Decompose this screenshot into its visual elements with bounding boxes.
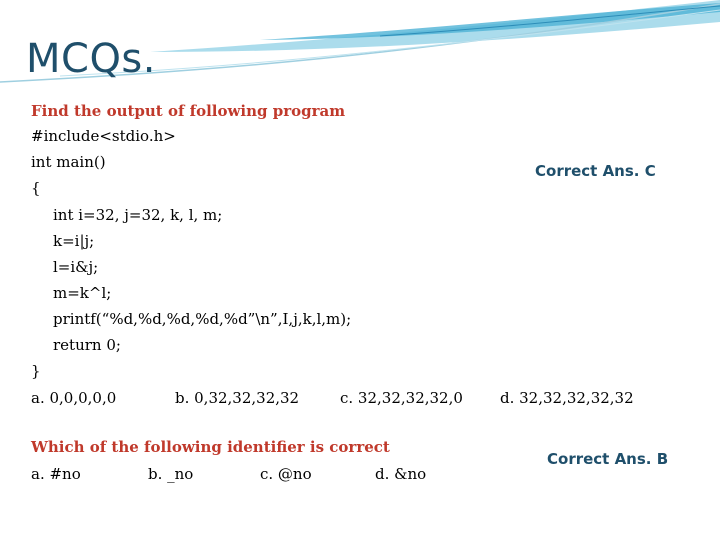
code-line: int i=32, j=32, k, l, m; — [53, 206, 223, 224]
code-line: k=i|j; — [53, 232, 95, 250]
code-line: l=i&j; — [53, 258, 99, 276]
code-line: m=k^l; — [53, 284, 112, 302]
code-line: printf(“%d,%d,%d,%d,%d”\n”,I,j,k,l,m); — [53, 310, 352, 328]
question-2-option-d: d. &no — [375, 465, 427, 483]
code-line: int main() — [31, 153, 106, 171]
question-2-heading: Which of the following identifier is correct — [31, 438, 390, 456]
code-line: return 0; — [53, 336, 121, 354]
question-1-heading: Find the output of following program — [31, 102, 346, 120]
question-2-option-a: a. #no — [31, 465, 81, 483]
question-1-option-a: a. 0,0,0,0,0 — [31, 389, 117, 407]
question-2-option-c: c. @no — [260, 465, 312, 483]
question-2-answer: Correct Ans. B — [547, 450, 669, 468]
question-1-answer: Correct Ans. C — [535, 162, 656, 180]
slide-title: MCQs. — [26, 36, 156, 82]
question-1-option-b: b. 0,32,32,32,32 — [175, 389, 300, 407]
question-1-option-d: d. 32,32,32,32,32 — [500, 389, 634, 407]
code-line: } — [31, 362, 41, 380]
question-1-option-c: c. 32,32,32,32,0 — [340, 389, 463, 407]
question-2-option-b: b. _no — [148, 465, 194, 483]
code-line: #include<stdio.h> — [31, 127, 176, 145]
code-line: { — [31, 179, 41, 197]
